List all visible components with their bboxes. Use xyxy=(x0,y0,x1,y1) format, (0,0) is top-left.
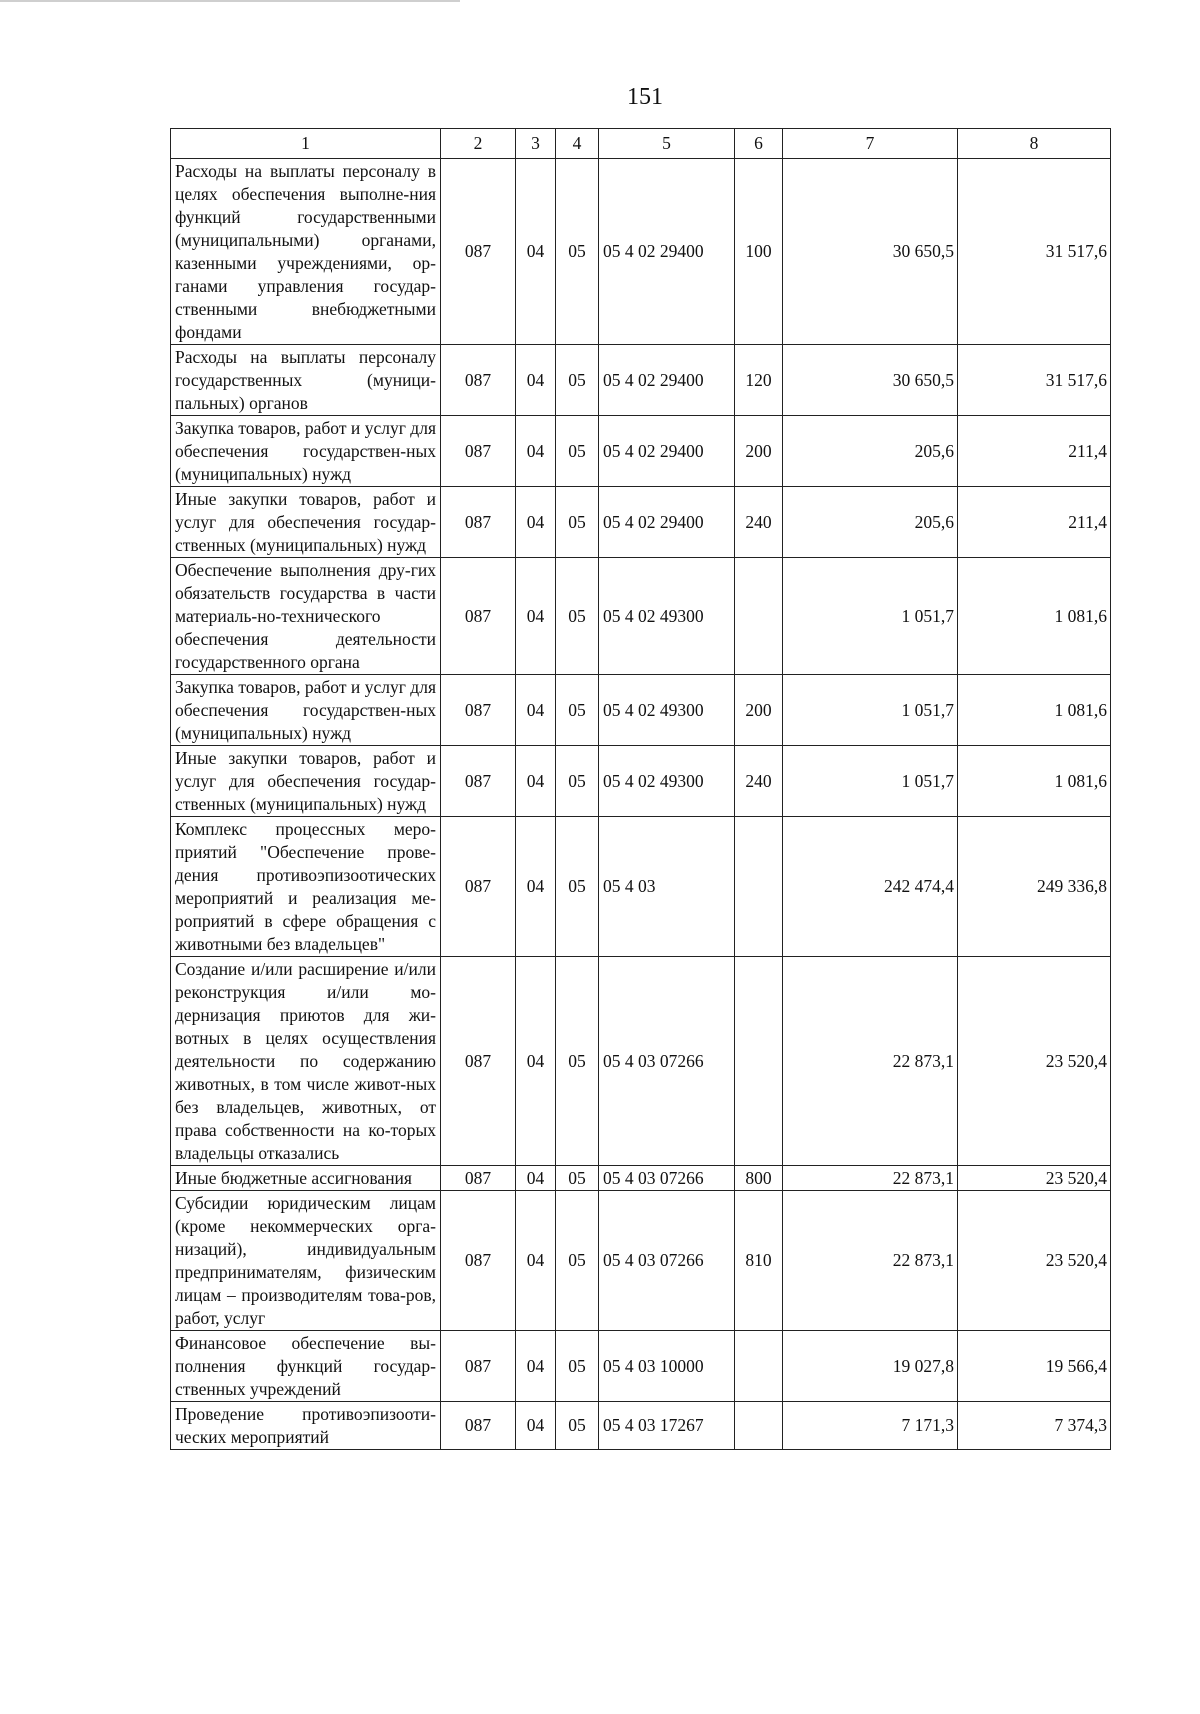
amount-year1-cell: 205,6 xyxy=(783,487,958,558)
ministry-code-cell: 087 xyxy=(441,746,516,817)
budget-table xyxy=(170,128,1111,1450)
amount-year2-cell: 31 517,6 xyxy=(958,159,1111,345)
section-cell: 04 xyxy=(516,817,556,957)
target-article-cell: 05 4 02 29400 xyxy=(599,159,735,345)
header-cell-4: 4 xyxy=(556,129,599,159)
amount-year2-cell: 211,4 xyxy=(958,416,1111,487)
ministry-code-cell: 087 xyxy=(441,957,516,1166)
amount-year1-cell: 22 873,1 xyxy=(783,957,958,1166)
section-cell: 04 xyxy=(516,558,556,675)
subsection-cell: 05 xyxy=(556,675,599,746)
header-cell-6: 6 xyxy=(735,129,783,159)
subsection-cell: 05 xyxy=(556,957,599,1166)
row-name-cell: Создание и/или расширение и/или реконструкция и/или мо-дернизация приютов для жи-вотных в целях осуществления деятельности по содержанию животных, в том числе живот-ных без владельцев, животных, от права собственности на ко-торых владельцы отказались xyxy=(171,957,441,1166)
ministry-code-cell: 087 xyxy=(441,416,516,487)
amount-year2-cell: 7 374,3 xyxy=(958,1402,1111,1450)
target-article-cell: 05 4 03 xyxy=(599,817,735,957)
subsection-cell: 05 xyxy=(556,1166,599,1191)
header-row xyxy=(171,129,1111,159)
header-cell-5: 5 xyxy=(599,129,735,159)
section-cell: 04 xyxy=(516,487,556,558)
section-cell: 04 xyxy=(516,1191,556,1331)
expense-type-cell: 810 xyxy=(735,1191,783,1331)
section-cell: 04 xyxy=(516,1166,556,1191)
subsection-cell: 05 xyxy=(556,345,599,416)
expense-type-cell xyxy=(735,1331,783,1402)
row-name-cell: Комплекс процессных меро-приятий "Обеспечение прове-дения противоэпизоотических мероприятий и реализация ме-роприятий в сфере обращения с животными без владельцев" xyxy=(171,817,441,957)
section-cell: 04 xyxy=(516,675,556,746)
amount-year1-cell: 19 027,8 xyxy=(783,1331,958,1402)
target-article-cell: 05 4 02 49300 xyxy=(599,675,735,746)
expense-type-cell: 800 xyxy=(735,1166,783,1191)
expense-type-cell xyxy=(735,957,783,1166)
header-cell-2: 2 xyxy=(441,129,516,159)
section-cell: 04 xyxy=(516,746,556,817)
table-row xyxy=(171,558,1111,675)
target-article-cell: 05 4 02 49300 xyxy=(599,746,735,817)
table-row xyxy=(171,746,1111,817)
subsection-cell: 05 xyxy=(556,1402,599,1450)
ministry-code-cell: 087 xyxy=(441,1166,516,1191)
ministry-code-cell: 087 xyxy=(441,558,516,675)
subsection-cell: 05 xyxy=(556,159,599,345)
expense-type-cell: 200 xyxy=(735,675,783,746)
amount-year2-cell: 23 520,4 xyxy=(958,957,1111,1166)
expense-type-cell: 100 xyxy=(735,159,783,345)
amount-year2-cell: 1 081,6 xyxy=(958,558,1111,675)
table-row xyxy=(171,1166,1111,1191)
expense-type-cell: 200 xyxy=(735,416,783,487)
table-row xyxy=(171,817,1111,957)
section-cell: 04 xyxy=(516,159,556,345)
subsection-cell: 05 xyxy=(556,558,599,675)
ministry-code-cell: 087 xyxy=(441,487,516,558)
amount-year2-cell: 1 081,6 xyxy=(958,675,1111,746)
ministry-code-cell: 087 xyxy=(441,817,516,957)
amount-year1-cell: 1 051,7 xyxy=(783,746,958,817)
amount-year1-cell: 30 650,5 xyxy=(783,345,958,416)
page-number: 151 xyxy=(627,84,663,110)
ministry-code-cell: 087 xyxy=(441,345,516,416)
table-row xyxy=(171,487,1111,558)
expense-type-cell: 240 xyxy=(735,746,783,817)
amount-year1-cell: 30 650,5 xyxy=(783,159,958,345)
ministry-code-cell: 087 xyxy=(441,159,516,345)
section-cell: 04 xyxy=(516,1331,556,1402)
row-name-cell: Закупка товаров, работ и услуг для обеспечения государствен-ных (муниципальных) нужд xyxy=(171,416,441,487)
section-cell: 04 xyxy=(516,1402,556,1450)
header-cell-8: 8 xyxy=(958,129,1111,159)
row-name-cell: Расходы на выплаты персоналу в целях обеспечения выполне-ния функций государственными (муниципальными) органами, казенными учреждениями, ор-ганами управления государ-ственными внебюджетными фондами xyxy=(171,159,441,345)
header-cell-7: 7 xyxy=(783,129,958,159)
amount-year1-cell: 22 873,1 xyxy=(783,1166,958,1191)
table-row xyxy=(171,1402,1111,1450)
table-body xyxy=(171,129,1111,1450)
row-name-cell: Финансовое обеспечение вы-полнения функций государ-ственных учреждений xyxy=(171,1331,441,1402)
row-name-cell: Иные бюджетные ассигнования xyxy=(171,1166,441,1191)
row-name-cell: Расходы на выплаты персоналу государственных (муници-пальных) органов xyxy=(171,345,441,416)
amount-year2-cell: 23 520,4 xyxy=(958,1166,1111,1191)
amount-year2-cell: 19 566,4 xyxy=(958,1331,1111,1402)
target-article-cell: 05 4 03 10000 xyxy=(599,1331,735,1402)
row-name-cell: Закупка товаров, работ и услуг для обеспечения государствен-ных (муниципальных) нужд xyxy=(171,675,441,746)
target-article-cell: 05 4 03 07266 xyxy=(599,1191,735,1331)
amount-year2-cell: 1 081,6 xyxy=(958,746,1111,817)
expense-type-cell: 240 xyxy=(735,487,783,558)
amount-year2-cell: 211,4 xyxy=(958,487,1111,558)
target-article-cell: 05 4 02 29400 xyxy=(599,345,735,416)
scan-edge-line xyxy=(0,0,460,2)
row-name-cell: Иные закупки товаров, работ и услуг для обеспечения государ-ственных (муниципальных) нужд xyxy=(171,746,441,817)
amount-year2-cell: 23 520,4 xyxy=(958,1191,1111,1331)
expense-type-cell xyxy=(735,558,783,675)
table-row xyxy=(171,957,1111,1166)
row-name-cell: Субсидии юридическим лицам (кроме некоммерческих орга-низаций), индивидуальным предпринимателям, физическим лицам – производителям това-ров, работ, услуг xyxy=(171,1191,441,1331)
target-article-cell: 05 4 03 07266 xyxy=(599,957,735,1166)
ministry-code-cell: 087 xyxy=(441,1402,516,1450)
amount-year1-cell: 22 873,1 xyxy=(783,1191,958,1331)
subsection-cell: 05 xyxy=(556,416,599,487)
subsection-cell: 05 xyxy=(556,817,599,957)
subsection-cell: 05 xyxy=(556,1331,599,1402)
ministry-code-cell: 087 xyxy=(441,1191,516,1331)
amount-year2-cell: 249 336,8 xyxy=(958,817,1111,957)
subsection-cell: 05 xyxy=(556,1191,599,1331)
target-article-cell: 05 4 03 17267 xyxy=(599,1402,735,1450)
table-row xyxy=(171,675,1111,746)
table-row xyxy=(171,416,1111,487)
ministry-code-cell: 087 xyxy=(441,1331,516,1402)
subsection-cell: 05 xyxy=(556,487,599,558)
table-row xyxy=(171,1191,1111,1331)
amount-year1-cell: 1 051,7 xyxy=(783,675,958,746)
amount-year1-cell: 1 051,7 xyxy=(783,558,958,675)
section-cell: 04 xyxy=(516,957,556,1166)
row-name-cell: Иные закупки товаров, работ и услуг для обеспечения государ-ственных (муниципальных) нужд xyxy=(171,487,441,558)
amount-year1-cell: 205,6 xyxy=(783,416,958,487)
target-article-cell: 05 4 02 49300 xyxy=(599,558,735,675)
section-cell: 04 xyxy=(516,416,556,487)
amount-year1-cell: 242 474,4 xyxy=(783,817,958,957)
amount-year2-cell: 31 517,6 xyxy=(958,345,1111,416)
header-cell-3: 3 xyxy=(516,129,556,159)
amount-year1-cell: 7 171,3 xyxy=(783,1402,958,1450)
ministry-code-cell: 087 xyxy=(441,675,516,746)
row-name-cell: Проведение противоэпизооти-ческих мероприятий xyxy=(171,1402,441,1450)
table-row xyxy=(171,159,1111,345)
expense-type-cell xyxy=(735,1402,783,1450)
target-article-cell: 05 4 03 07266 xyxy=(599,1166,735,1191)
subsection-cell: 05 xyxy=(556,746,599,817)
expense-type-cell xyxy=(735,817,783,957)
section-cell: 04 xyxy=(516,345,556,416)
table-row xyxy=(171,345,1111,416)
expense-type-cell: 120 xyxy=(735,345,783,416)
target-article-cell: 05 4 02 29400 xyxy=(599,487,735,558)
header-cell-1: 1 xyxy=(171,129,441,159)
table-row xyxy=(171,1331,1111,1402)
target-article-cell: 05 4 02 29400 xyxy=(599,416,735,487)
row-name-cell: Обеспечение выполнения дру-гих обязательств государства в части материаль-но-технического обеспечения деятельности государственного органа xyxy=(171,558,441,675)
